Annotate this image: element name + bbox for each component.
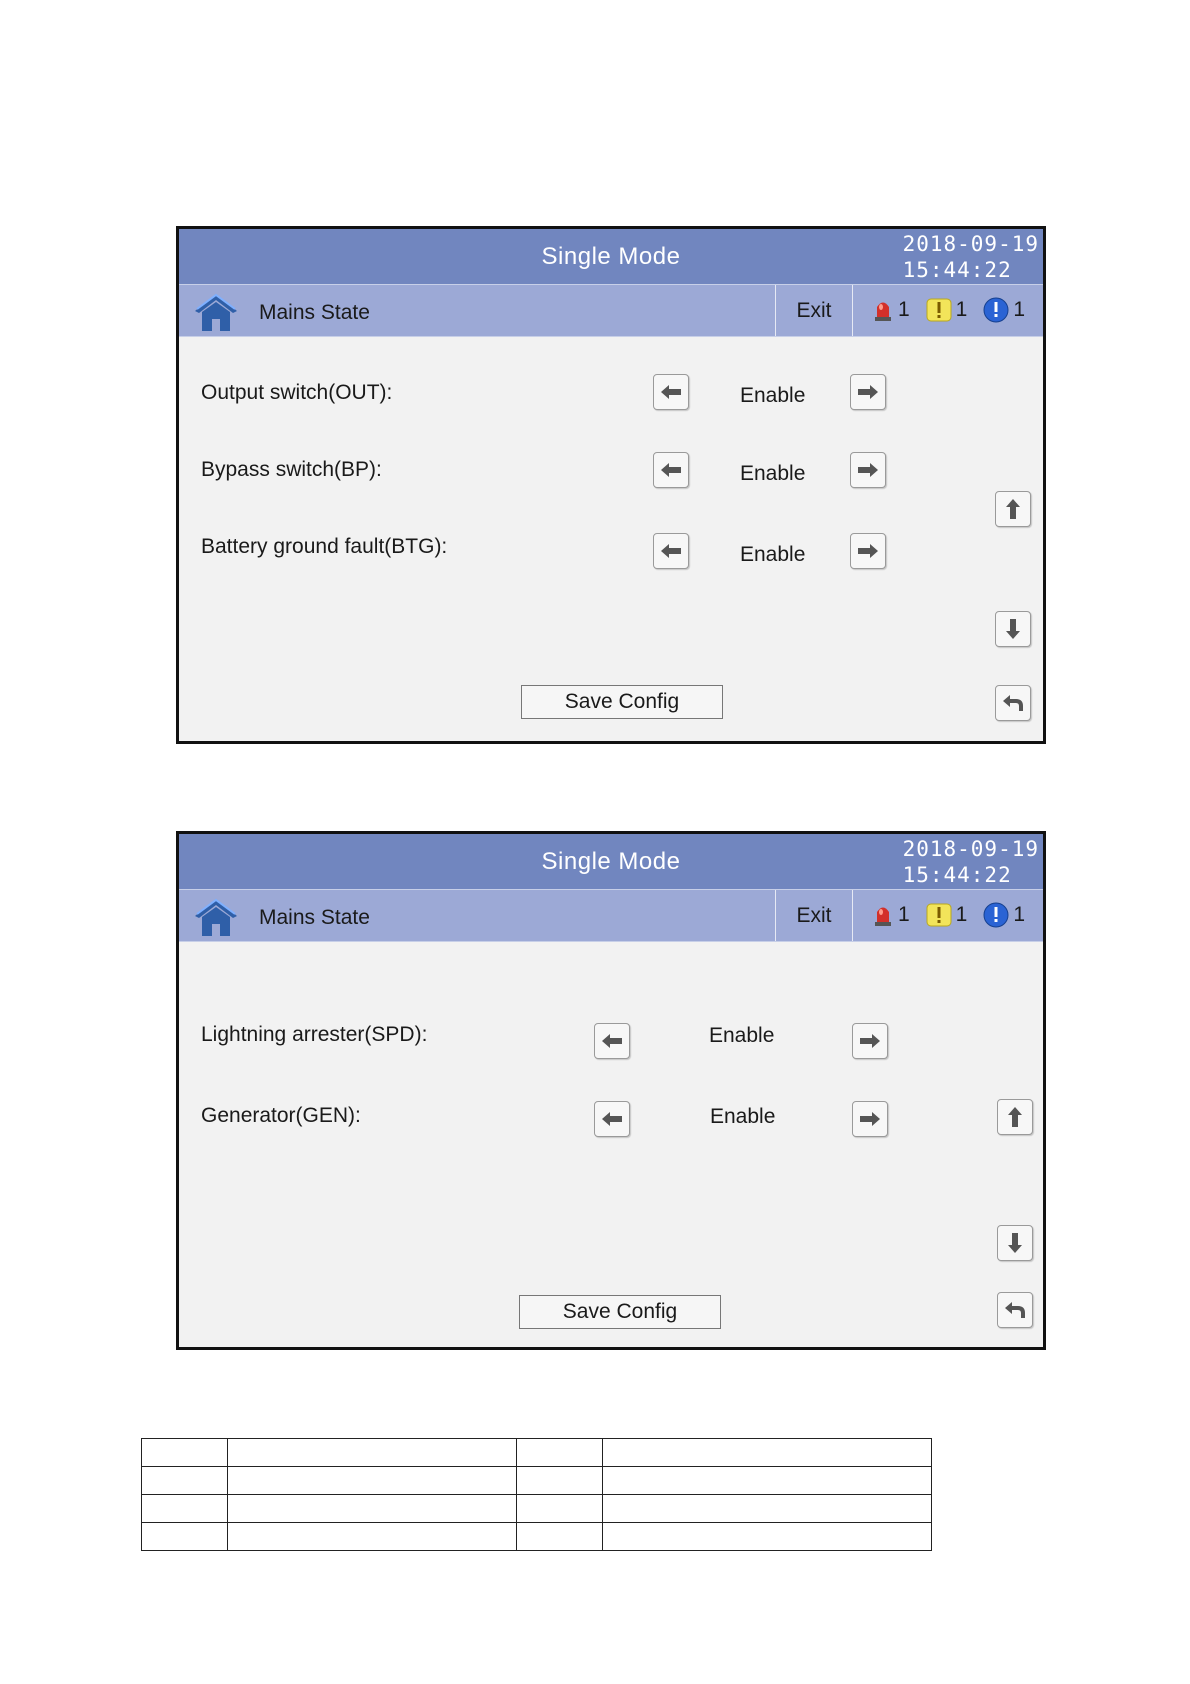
- save-config-button[interactable]: Save Config: [521, 685, 723, 719]
- empty-table: [141, 1438, 932, 1551]
- table-row: [142, 1467, 932, 1495]
- table-row: [142, 1523, 932, 1551]
- decrease-generator-button[interactable]: [594, 1101, 630, 1137]
- title-bar: [179, 229, 1043, 284]
- home-icon[interactable]: [191, 291, 241, 333]
- datetime: [903, 231, 1039, 283]
- scroll-up-button[interactable]: [997, 1099, 1033, 1135]
- increase-battery-ground-fault-button[interactable]: [850, 533, 886, 569]
- table-cell: [142, 1495, 228, 1523]
- warning-count: 1: [955, 298, 968, 321]
- arrow-left-icon: [660, 462, 682, 478]
- lightning-arrester-value: Enable: [709, 1024, 775, 1047]
- scroll-up-button[interactable]: [995, 491, 1031, 527]
- alarm-light-icon: [872, 903, 894, 927]
- table-cell: [603, 1523, 932, 1551]
- warning-icon: [926, 298, 952, 322]
- decrease-output-switch-button[interactable]: [653, 374, 689, 410]
- arrow-right-icon: [859, 1111, 881, 1127]
- critical-alarm[interactable]: [872, 903, 910, 927]
- decrease-bypass-switch-button[interactable]: [653, 452, 689, 488]
- warning-alarm[interactable]: [926, 903, 968, 927]
- info-icon: [983, 297, 1009, 323]
- warning-count: 1: [955, 903, 968, 926]
- table-row: [142, 1439, 932, 1467]
- increase-generator-button[interactable]: [852, 1101, 888, 1137]
- mode-title: Single Mode: [541, 848, 681, 875]
- alarm-light-icon: [872, 298, 894, 322]
- arrow-left-icon: [660, 384, 682, 400]
- table-cell: [228, 1439, 517, 1467]
- critical-count: 1: [897, 903, 910, 926]
- time-text: 15:44:22: [902, 863, 1012, 887]
- table-cell: [603, 1439, 932, 1467]
- increase-output-switch-button[interactable]: [850, 374, 886, 410]
- arrow-left-icon: [601, 1033, 623, 1049]
- arrow-up-icon: [1007, 1106, 1023, 1128]
- back-button[interactable]: [995, 685, 1031, 721]
- row-label-generator: Generator(GEN):: [201, 1104, 361, 1127]
- hmi-screen-1: [176, 226, 1046, 744]
- arrow-left-icon: [660, 543, 682, 559]
- arrow-right-icon: [857, 384, 879, 400]
- arrow-up-icon: [1005, 498, 1021, 520]
- section-bar: [179, 889, 1043, 942]
- arrow-right-icon: [857, 462, 879, 478]
- row-label-bypass-switch: Bypass switch(BP):: [201, 458, 382, 481]
- warning-alarm[interactable]: [926, 298, 968, 322]
- home-icon[interactable]: [191, 896, 241, 938]
- warning-icon: [926, 903, 952, 927]
- back-icon: [1001, 693, 1025, 713]
- critical-alarm[interactable]: [872, 298, 910, 322]
- increase-lightning-arrester-button[interactable]: [852, 1023, 888, 1059]
- exit-button[interactable]: Exit: [775, 890, 853, 941]
- increase-bypass-switch-button[interactable]: [850, 452, 886, 488]
- table-cell: [517, 1439, 603, 1467]
- info-icon: [983, 902, 1009, 928]
- exit-button[interactable]: Exit: [775, 285, 853, 336]
- table-cell: [228, 1467, 517, 1495]
- date-text: 2018-09-19: [902, 232, 1039, 256]
- arrow-right-icon: [857, 543, 879, 559]
- table-cell: [517, 1467, 603, 1495]
- table-cell: [142, 1523, 228, 1551]
- back-button[interactable]: [997, 1292, 1033, 1328]
- save-config-button[interactable]: Save Config: [519, 1295, 721, 1329]
- hmi-screen-2: [176, 831, 1046, 1350]
- row-label-battery-ground-fault: Battery ground fault(BTG):: [201, 535, 448, 558]
- table-cell: [517, 1495, 603, 1523]
- table-row: [142, 1495, 932, 1523]
- arrow-right-icon: [859, 1033, 881, 1049]
- critical-count: 1: [897, 298, 910, 321]
- table-cell: [142, 1439, 228, 1467]
- arrow-left-icon: [601, 1111, 623, 1127]
- decrease-battery-ground-fault-button[interactable]: [653, 533, 689, 569]
- table-cell: [603, 1495, 932, 1523]
- decrease-lightning-arrester-button[interactable]: [594, 1023, 630, 1059]
- datetime: [903, 836, 1039, 888]
- info-count: 1: [1013, 903, 1025, 926]
- table-cell: [603, 1467, 932, 1495]
- section-title: Mains State: [259, 906, 370, 929]
- table-cell: [228, 1495, 517, 1523]
- bypass-switch-value: Enable: [740, 462, 806, 485]
- section-bar: [179, 284, 1043, 337]
- scroll-down-button[interactable]: [995, 611, 1031, 647]
- alarm-counters: [862, 297, 1025, 323]
- output-switch-value: Enable: [740, 384, 806, 407]
- generator-value: Enable: [710, 1105, 776, 1128]
- title-bar: [179, 834, 1043, 889]
- table-cell: [142, 1467, 228, 1495]
- mode-title: Single Mode: [541, 243, 681, 270]
- row-label-output-switch: Output switch(OUT):: [201, 381, 393, 404]
- battery-ground-fault-value: Enable: [740, 543, 806, 566]
- section-title: Mains State: [259, 301, 370, 324]
- table-cell: [228, 1523, 517, 1551]
- back-icon: [1003, 1300, 1027, 1320]
- arrow-down-icon: [1007, 1232, 1023, 1254]
- info-count: 1: [1013, 298, 1025, 321]
- table-cell: [517, 1523, 603, 1551]
- alarm-counters: [862, 902, 1025, 928]
- scroll-down-button[interactable]: [997, 1225, 1033, 1261]
- info-alarm[interactable]: [983, 902, 1025, 928]
- row-label-lightning-arrester: Lightning arrester(SPD):: [201, 1023, 428, 1046]
- time-text: 15:44:22: [902, 258, 1012, 282]
- info-alarm[interactable]: [983, 297, 1025, 323]
- arrow-down-icon: [1005, 618, 1021, 640]
- date-text: 2018-09-19: [902, 837, 1039, 861]
